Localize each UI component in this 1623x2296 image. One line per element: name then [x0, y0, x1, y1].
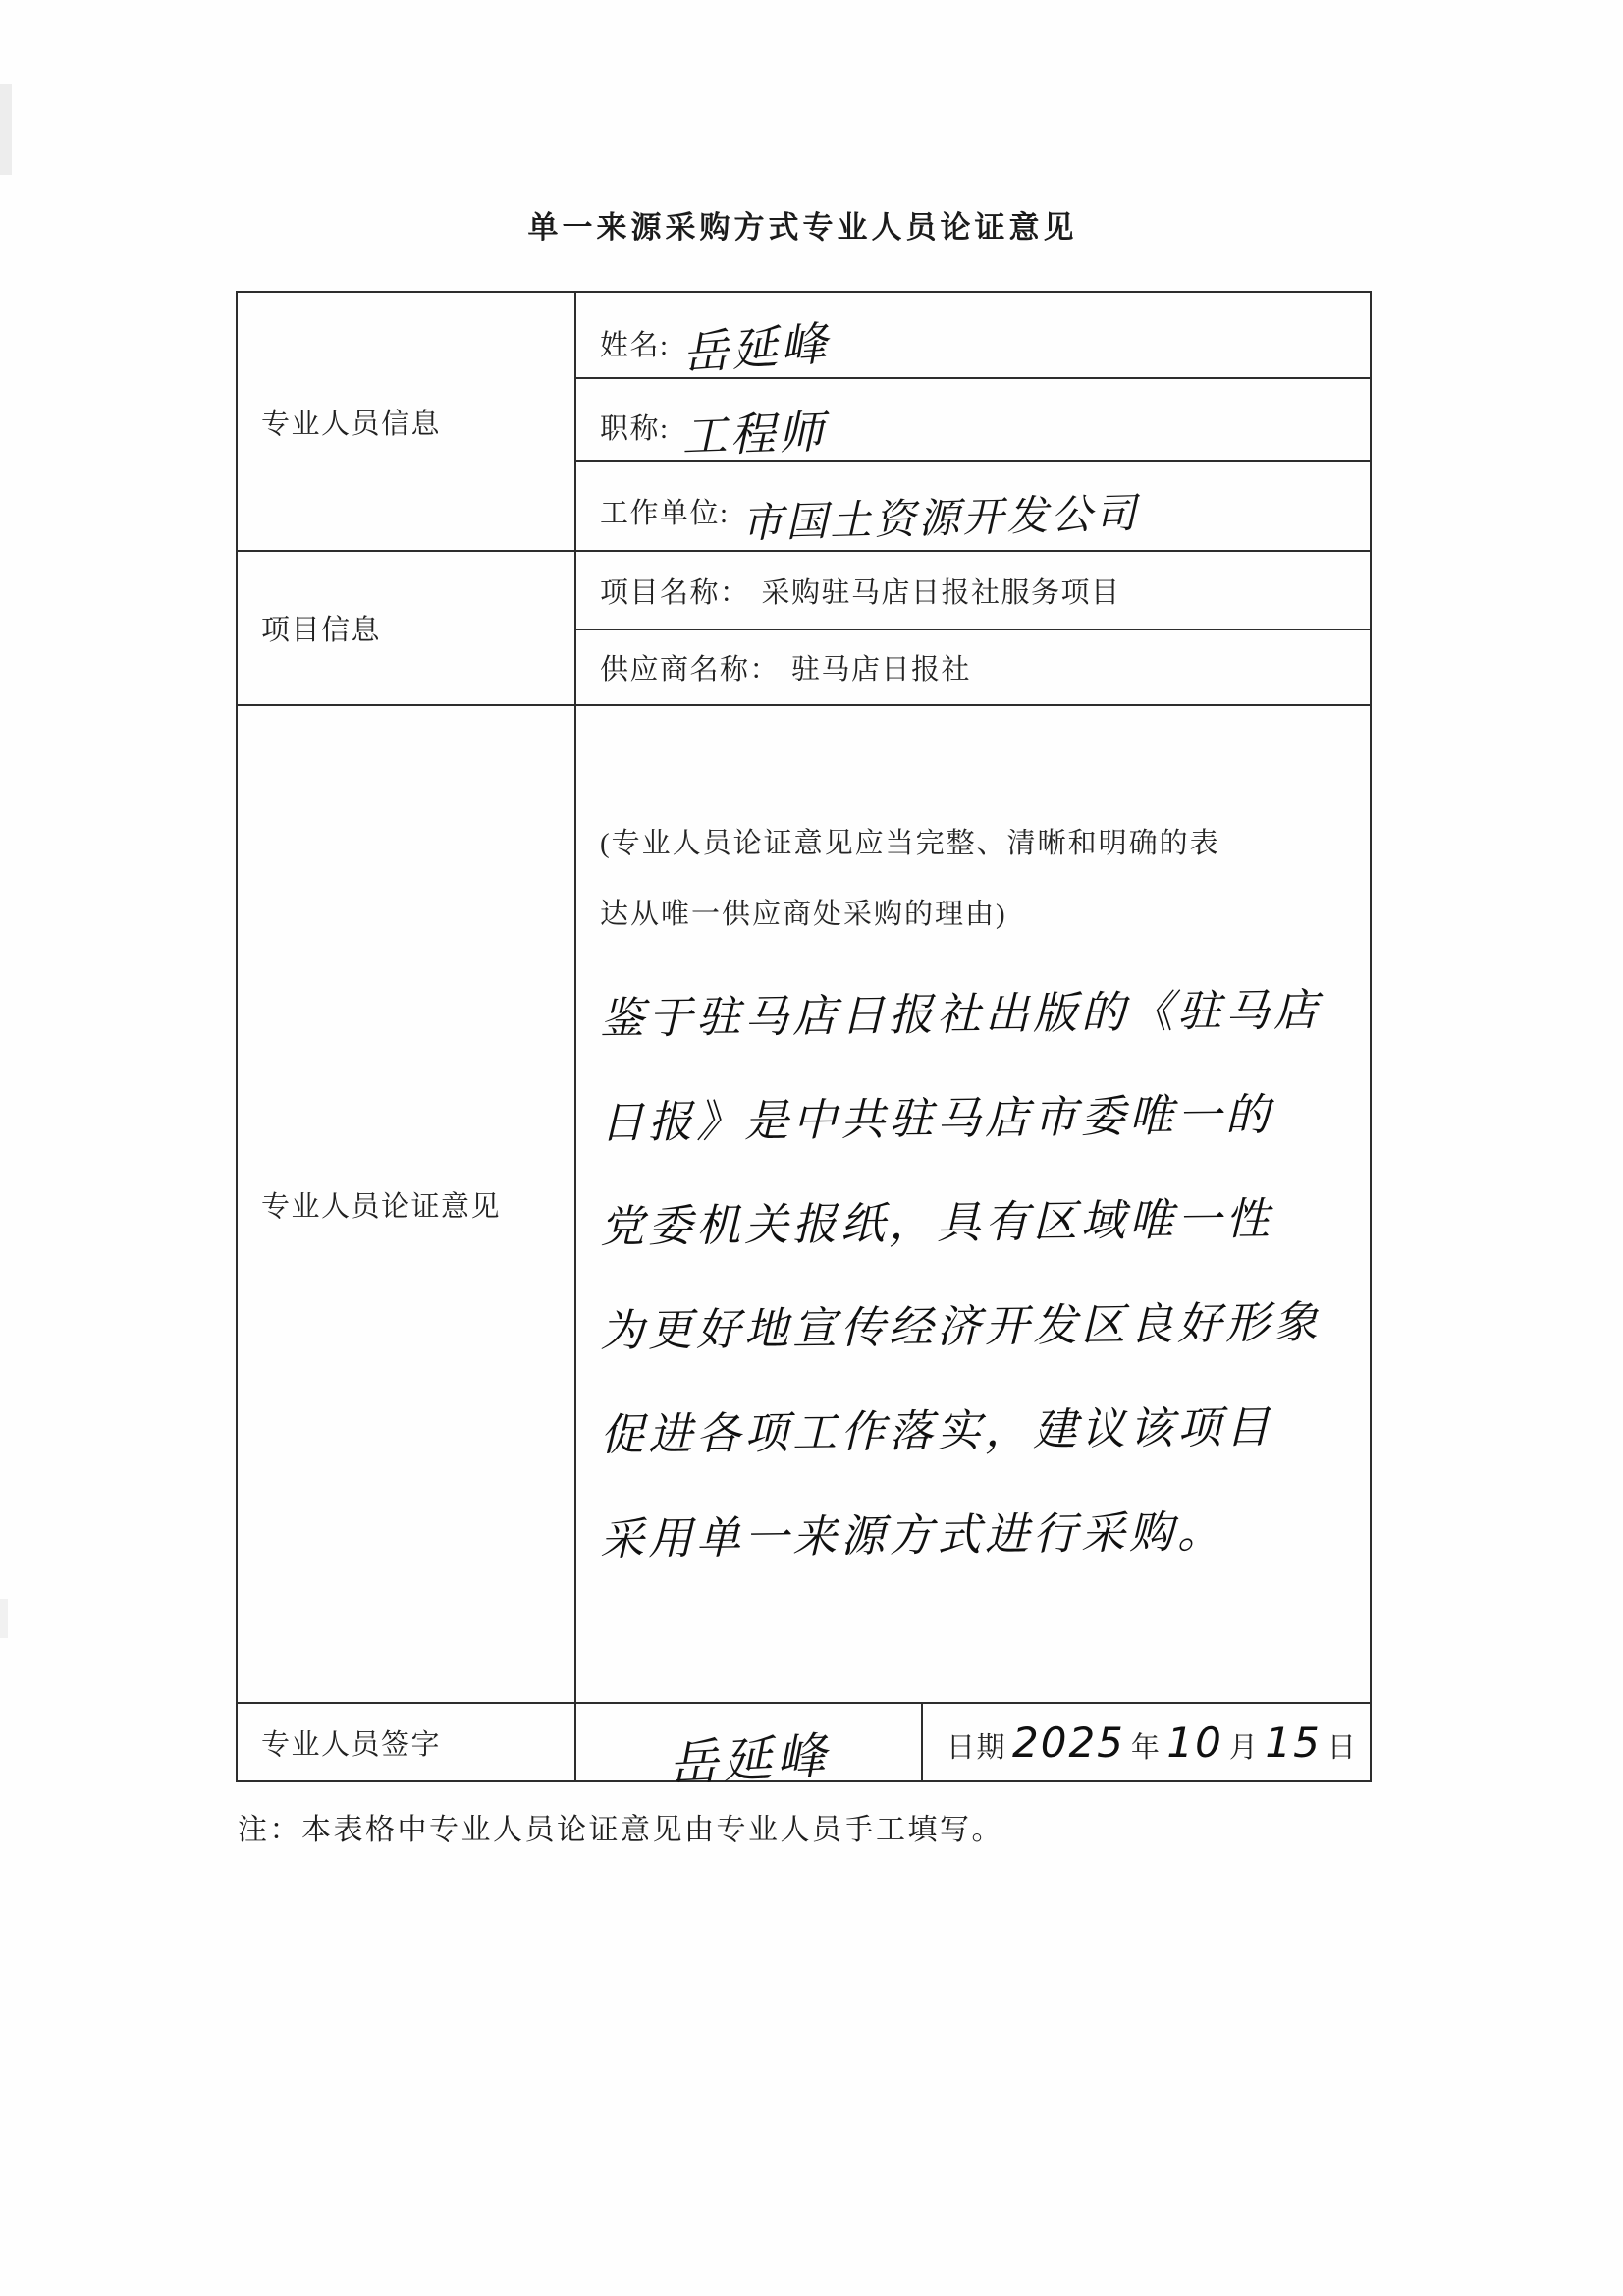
title-label: 职称:	[600, 413, 670, 445]
date-year-handwritten: 2025	[1012, 1718, 1125, 1767]
date-label: 日期	[947, 1731, 1007, 1764]
opinion-handwritten-text	[600, 962, 1346, 1587]
work-unit-label: 工作单位:	[600, 498, 730, 529]
date-day-handwritten: 15	[1265, 1718, 1322, 1767]
date-month-handwritten: 10	[1166, 1718, 1223, 1767]
supplier-label: 供应商名称：	[600, 654, 781, 685]
work-unit-handwritten-value: 市国土资源开发公司	[740, 488, 1140, 548]
opinion-instruction-line2: 达从唯一供应商处采购的理由)	[600, 899, 1007, 930]
date-cell	[922, 1703, 1371, 1781]
signature-cell	[575, 1703, 922, 1793]
page-title: 单一来源采购方式专业人员论证意见	[527, 210, 1078, 245]
project-name-value: 采购驻马店日报社服务项目	[761, 576, 1121, 609]
signature-handwritten: 岳延峰	[667, 1726, 833, 1793]
opinion-handwritten-line: 为更好地宣传经济开发区良好形象	[599, 1295, 1323, 1357]
project-name-label: 项目名称：	[600, 576, 750, 609]
opinion-section-label: 专业人员论证意见	[237, 705, 575, 1703]
opinion-handwritten-line: 鉴于驻马店日报社出版的《驻马店	[599, 983, 1323, 1045]
table-row	[237, 292, 1371, 378]
scan-artifact	[0, 1599, 8, 1638]
opinion-cell	[575, 705, 1371, 1703]
project-section-label: 项目信息	[237, 551, 575, 705]
demonstration-form-table	[236, 291, 1372, 1793]
opinion-handwritten-line: 日报》是中共驻马店市委唯一的	[599, 1088, 1274, 1149]
supplier-cell	[575, 629, 1371, 705]
work-unit-cell	[575, 461, 1371, 551]
opinion-handwritten-line: 采用单一来源方式进行采购。	[599, 1504, 1226, 1565]
table-row	[237, 705, 1371, 1703]
table-row	[237, 551, 1371, 629]
name-label: 姓名:	[600, 329, 670, 361]
opinion-handwritten-line: 促进各项工作落实，建议该项目	[599, 1400, 1274, 1461]
title-handwritten-value: 工程师	[680, 405, 827, 464]
signature-section-label: 专业人员签字	[237, 1703, 575, 1781]
name-cell	[575, 292, 1371, 381]
name-handwritten-value: 岳延峰	[679, 316, 832, 381]
supplier-value: 驻马店日报社	[791, 654, 972, 685]
opinion-handwritten-line: 党委机关报纸，具有区域唯一性	[599, 1192, 1274, 1253]
scan-artifact	[0, 84, 12, 175]
title-cell	[575, 378, 1371, 464]
personnel-section-label: 专业人员信息	[237, 292, 575, 551]
date-year-unit: 年	[1130, 1731, 1162, 1764]
opinion-instruction-line1: (专业人员论证意见应当完整、清晰和明确的表	[600, 828, 1220, 859]
table-row	[237, 1703, 1371, 1781]
date-month-unit: 月	[1228, 1731, 1260, 1764]
date-day-unit: 日	[1326, 1731, 1358, 1764]
project-name-cell	[575, 551, 1371, 629]
footnote: 注：本表格中专业人员论证意见由专业人员手工填写。	[238, 1814, 1003, 1846]
